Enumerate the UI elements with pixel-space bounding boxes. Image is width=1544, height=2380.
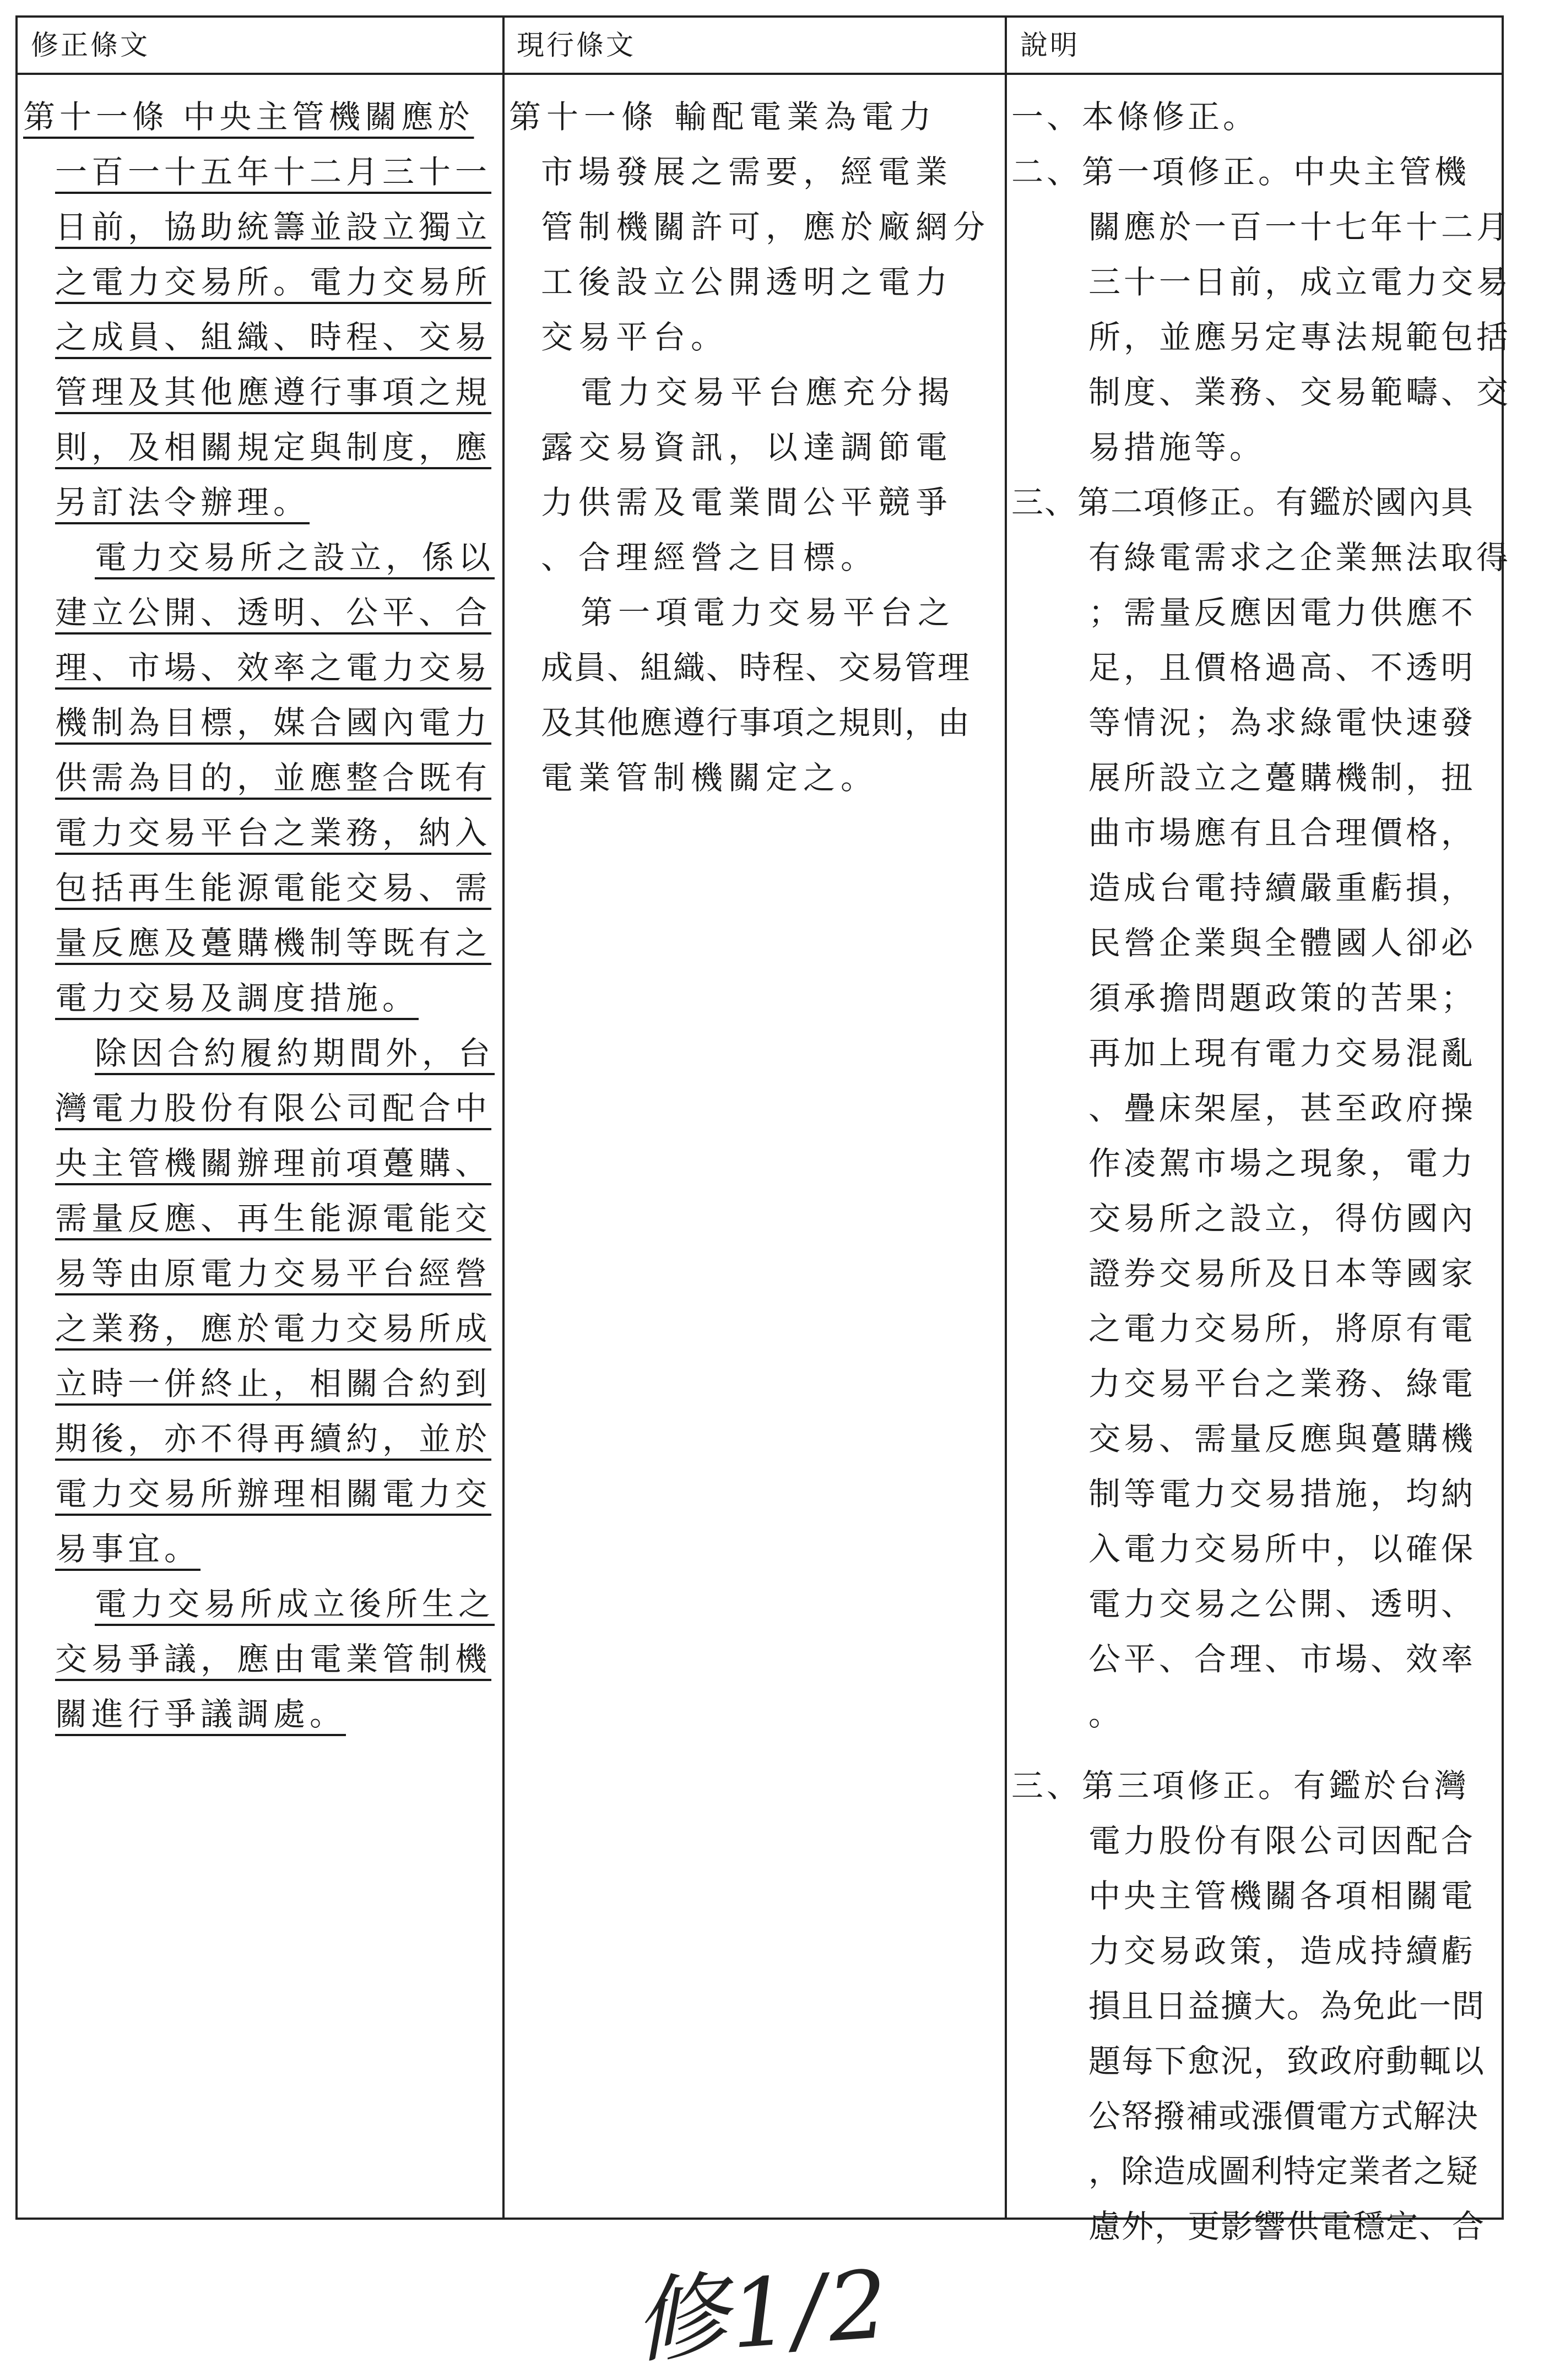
explanation-line: 之電力交易所，將原有電	[1088, 1310, 1477, 1347]
explanation-line: 公帑撥補或漲價電方式解決	[1088, 2097, 1479, 2135]
amended-line: 易事宜。	[55, 1530, 201, 1568]
header-current: 現行條文	[517, 29, 636, 61]
handwritten-page-mark: 修1/2	[630, 2249, 895, 2377]
explanation-line: 。	[1088, 1695, 1124, 1733]
explanation-line: 三、第三項修正。有鑑於台灣	[1011, 1767, 1470, 1804]
amended-line: 期後，亦不得再續約，並於	[55, 1420, 492, 1457]
amended-line: 電力交易所成立後所生之	[95, 1585, 495, 1623]
explanation-line: 力交易平台之業務、綠電	[1088, 1365, 1477, 1402]
amended-line: 管理及其他應遵行事項之規	[55, 373, 492, 411]
current-column	[509, 89, 999, 805]
current-line: 電力交易平台應充分揭	[581, 373, 956, 411]
header-explanation: 說明	[1020, 29, 1080, 61]
amended-line: 建立公開、透明、公平、合	[55, 594, 492, 631]
explanation-line: 再加上現有電力交易混亂	[1088, 1034, 1477, 1072]
current-line: 工後設立公開透明之電力	[541, 263, 954, 301]
amended-line: 之電力交易所。電力交易所	[55, 263, 492, 301]
current-line: 交易平台。	[541, 318, 729, 356]
explanation-line: 民營企業與全體國人卻必	[1088, 924, 1477, 962]
explanation-line: 公平、合理、市場、效率	[1088, 1640, 1477, 1678]
explanation-line: 一、本條修正。	[1011, 98, 1259, 135]
explanation-line: 三、第二項修正。有鑑於國內具	[1011, 484, 1475, 521]
amended-column	[23, 89, 497, 1742]
current-line: 第一項電力交易平台之	[581, 594, 956, 631]
amended-line: 電力交易所之設立，係以	[95, 539, 495, 576]
current-line: 市場發展之需要，經電業	[541, 153, 954, 191]
amended-line: 量反應及躉購機制等既有之	[55, 924, 492, 962]
amended-line: 需量反應、再生能源電能交	[55, 1200, 492, 1237]
amended-line: 機制為目標，媒合國內電力	[55, 704, 492, 741]
explanation-line: 制度、業務、交易範疇、交	[1088, 373, 1512, 411]
explanation-line: 力交易政策，造成持續虧	[1088, 1932, 1477, 1970]
explanation-line: 須承擔問題政策的苦果；	[1088, 979, 1477, 1017]
explanation-line: 關應於一百一十七年十二月	[1088, 208, 1512, 246]
amended-line: 理、市場、效率之電力交易	[55, 649, 492, 686]
explanation-line: 、疊床架屋，甚至政府操	[1088, 1089, 1477, 1127]
explanation-line: 造成台電持續嚴重虧損，	[1088, 869, 1477, 907]
paragraph-gap	[1011, 1742, 1502, 1758]
explanation-line: 三十一日前，成立電力交易	[1088, 263, 1512, 301]
amended-line: 灣電力股份有限公司配合中	[55, 1089, 492, 1127]
amended-line: 立時一併終止，相關合約到	[55, 1365, 492, 1402]
explanation-line: 等情況；為求綠電快速發	[1088, 704, 1477, 741]
amended-line: 電力交易平台之業務，納入	[55, 814, 492, 852]
amended-line: 日前，協助統籌並設立獨立	[55, 208, 492, 246]
explanation-line: ；需量反應因電力供應不	[1088, 594, 1477, 631]
header-divider	[18, 73, 1502, 75]
column-divider-1	[502, 18, 505, 2218]
explanation-line: 交易、需量反應與躉購機	[1088, 1420, 1477, 1457]
current-line: 第十一條 輸配電業為電力	[509, 98, 937, 135]
explanation-line: ，除造成圖利特定業者之疑	[1088, 2153, 1479, 2190]
amended-line: 之業務，應於電力交易所成	[55, 1310, 492, 1347]
amendment-table	[15, 15, 1512, 2245]
explanation-line: 易措施等。	[1088, 429, 1265, 466]
current-line: 及其他應遵行事項之規則，由	[541, 704, 971, 741]
amended-line: 電力交易及調度措施。	[55, 979, 419, 1017]
explanation-line: 有綠電需求之企業無法取得	[1088, 539, 1512, 576]
amended-line: 則，及相關規定與制度，應	[55, 429, 492, 466]
column-divider-2	[1005, 18, 1007, 2218]
explanation-line: 中央主管機關各項相關電	[1088, 1877, 1477, 1915]
current-line: 露交易資訊，以達調節電	[541, 429, 954, 466]
explanation-line: 制等電力交易措施，均納	[1088, 1475, 1477, 1512]
explanation-line: 損且日益擴大。為免此一問	[1088, 1987, 1486, 2025]
amended-line: 交易爭議，應由電業管制機	[55, 1640, 492, 1678]
amended-line: 之成員、組織、時程、交易	[55, 318, 492, 356]
explanation-line: 電力股份有限公司因配合	[1088, 1822, 1477, 1859]
explanation-line: 所，並應另定專法規範包括	[1088, 318, 1512, 356]
header-amended: 修正條文	[31, 29, 150, 61]
amended-line: 包括再生能源電能交易、需	[55, 869, 492, 907]
explanation-line: 足，且價格過高、不透明	[1088, 649, 1477, 686]
explanation-line: 展所設立之躉購機制，扭	[1088, 759, 1477, 796]
amended-line: 供需為目的，並應整合既有	[55, 759, 492, 796]
current-line: 、合理經營之目標。	[541, 539, 879, 576]
amended-line: 除因合約履約期間外，台	[95, 1034, 495, 1072]
amended-line: 電力交易所辦理相關電力交	[55, 1475, 492, 1512]
amended-line: 央主管機關辦理前項躉購、	[55, 1145, 492, 1182]
amended-line: 關進行爭議調處。	[55, 1695, 346, 1733]
current-line: 成員、組織、時程、交易管理	[541, 649, 971, 686]
explanation-line: 二、第一項修正。中央主管機	[1011, 153, 1470, 191]
explanation-line: 入電力交易所中，以確保	[1088, 1530, 1477, 1568]
amended-line: 第十一條 中央主管機關應於	[23, 98, 474, 135]
current-line: 管制機關許可，應於廠網分	[541, 208, 991, 246]
explanation-line: 證券交易所及日本等國家	[1088, 1255, 1477, 1292]
explanation-line: 題每下愈況，致政府動輒以	[1088, 2042, 1486, 2080]
explanation-line: 電力交易之公開、透明、	[1088, 1585, 1477, 1623]
amended-line: 另訂法令辦理。	[55, 484, 310, 521]
amended-line: 易等由原電力交易平台經營	[55, 1255, 492, 1292]
current-line: 力供需及電業間公平競爭	[541, 484, 954, 521]
current-line: 電業管制機關定之。	[541, 759, 879, 796]
explanation-line: 慮外，更影響供電穩定、合	[1088, 2208, 1486, 2245]
amended-line: 一百一十五年十二月三十一	[55, 153, 492, 191]
explanation-column	[1011, 89, 1512, 2254]
explanation-line: 交易所之設立，得仿國內	[1088, 1200, 1477, 1237]
explanation-line: 曲市場應有且合理價格，	[1088, 814, 1477, 852]
explanation-line: 作凌駕市場之現象，電力	[1088, 1145, 1477, 1182]
